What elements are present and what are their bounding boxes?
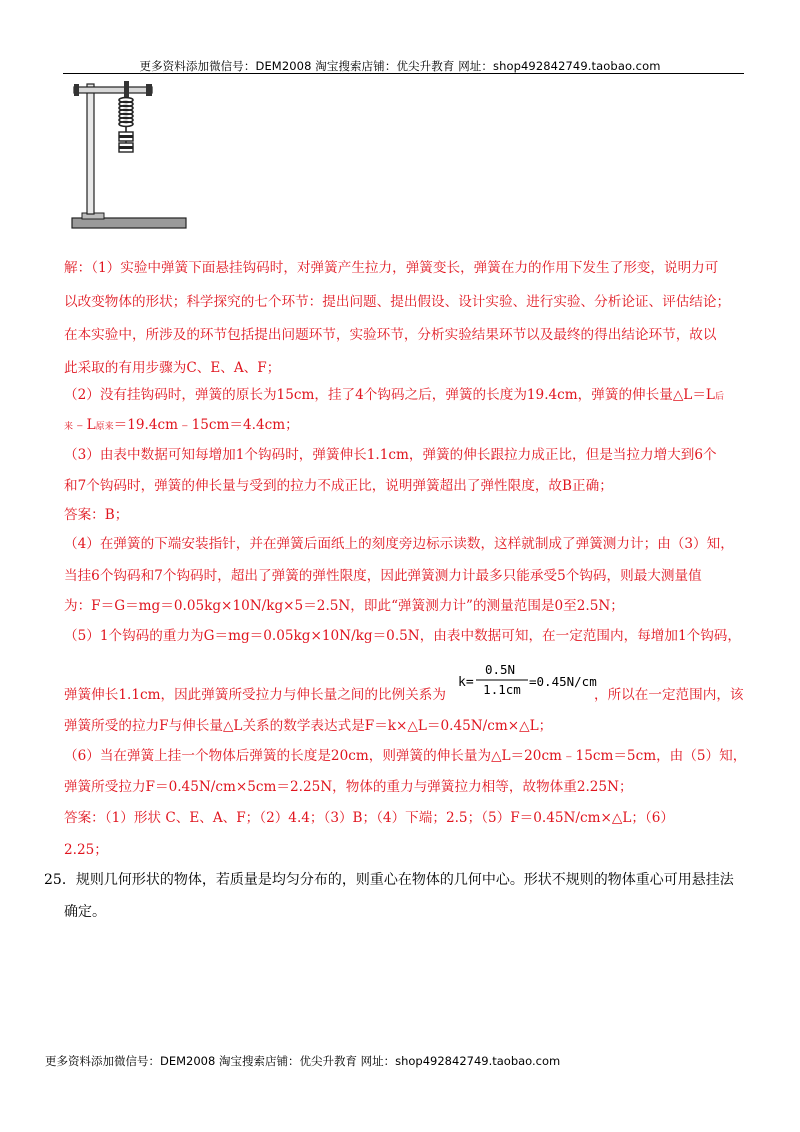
subscript-yuanlai: 原来 [95, 422, 114, 432]
solution-line-14a: 弹簧伸长1.1cm，因此弹簧所受拉力与伸长量之间的比例关系为 [64, 687, 446, 703]
solution-line-6 [64, 413, 754, 433]
solution-line-3: 在本实验中，所涉及的环节包括提出问题环节，实验环节，分析实验结果环节以及最终的得出结论环节，故以 [64, 327, 717, 343]
formula-k: k= [458, 675, 474, 690]
spring-stand-figure [68, 78, 196, 238]
page-header: 更多资料添加微信号：DEM2008 淘宝搜索店铺：优尖升教育 网址：shop492842749.taobao.com [139, 59, 661, 73]
solution-line-8: 和7个钩码时，弹簧的伸长量与受到的拉力不成正比，说明弹簧超出了弹性限度，故B正确； [64, 478, 613, 494]
solution-line-15: 弹簧所受的拉力F与伸长量△L关系的数学表达式是F＝k×△L＝0.45N/cm×△L； [64, 718, 553, 734]
subscript-hou: 后 [714, 392, 724, 402]
solution-line-13: （5）1个钩码的重力为G＝mg＝0.05kg×10N/kg＝0.5N，由表中数据可知，在一定范围内，每增加1个钩码， [64, 628, 741, 644]
solution-line-9: 答案：B； [64, 507, 129, 523]
solution-line-2: 以改变物体的形状；科学探究的七个环节：提出问题、提出假设、设计实验、进行实验、分析论证、评估结论； [64, 294, 731, 310]
formula-denominator: 1.1cm [483, 682, 521, 697]
solution-line-17: 弹簧所受拉力F＝0.45N/cm×5cm＝2.25N，物体的重力与弹簧拉力相等，故物体重2.25N； [64, 779, 633, 795]
solution-line-4: 此采取的有用步骤为C、E、A、F； [64, 360, 281, 376]
solution-line-10: （4）在弹簧的下端安装指针，并在弹簧后面纸上的刻度旁边标示读数，这样就制成了弹簧测力计；由（3）知， [64, 536, 734, 552]
question-25-line-2: 确定。 [64, 904, 106, 920]
header-rule [63, 73, 744, 74]
solution-line-18: 答案：（1）形状 C、E、A、F；（2）4.4；（3）B；（4）下端；2.5；（5）F＝0.45N/cm×△L；（6） [64, 810, 674, 826]
spring-constant-formula [456, 660, 606, 702]
solution-line-14b: ，所以在一定范围内，该 [594, 687, 744, 703]
solution-line-19: 2.25； [64, 842, 108, 858]
solution-line-5 [64, 383, 754, 403]
solution-line-5-text: （2）没有挂钩码时，弹簧的原长为15cm，挂了4个钩码之后，弹簧的长度为19.4cm，弹簧的伸长量△L＝L [64, 387, 715, 403]
solution-line-16: （6）当在弹簧上挂一个物体后弹簧的长度是20cm，则弹簧的伸长量为△L＝20cm﹣15cm＝5cm，由（5）知， [64, 748, 747, 764]
page-footer: 更多资料添加微信号：DEM2008 淘宝搜索店铺：优尖升教育 网址：shop492842749.taobao.com [45, 1054, 561, 1068]
formula-result: =0.45N/cm [529, 674, 597, 689]
solution-line-7: （3）由表中数据可知每增加1个钩码时，弹簧伸长1.1cm，弹簧的伸长跟拉力成正比，但是当拉力增大到6个 [64, 447, 717, 463]
subscript-lai: 来 [64, 422, 74, 432]
solution-line-12: 为：F＝G＝mg＝0.05kg×10N/kg×5＝2.5N，即此“弹簧测力计”的测量范围是0至2.5N； [64, 598, 624, 614]
solution-line-6-mid: ﹣L [73, 417, 96, 433]
question-25-line-1: 25．规则几何形状的物体，若质量是均匀分布的，则重心在物体的几何中心。形状不规则的物体重心可用悬挂法 [44, 872, 734, 888]
solution-line-1: 解：（1）实验中弹簧下面悬挂钩码时，对弹簧产生拉力，弹簧变长，弹簧在力的作用下发生了形变，说明力可 [64, 260, 719, 276]
formula-numerator: 0.5N [484, 662, 516, 677]
solution-line-11: 当挂6个钩码和7个钩码时，超出了弹簧的弹性限度，因此弹簧测力计最多只能承受5个钩码，则最大测量值 [64, 568, 702, 584]
solution-line-6-end: ＝19.4cm﹣15cm＝4.4cm； [113, 417, 299, 433]
